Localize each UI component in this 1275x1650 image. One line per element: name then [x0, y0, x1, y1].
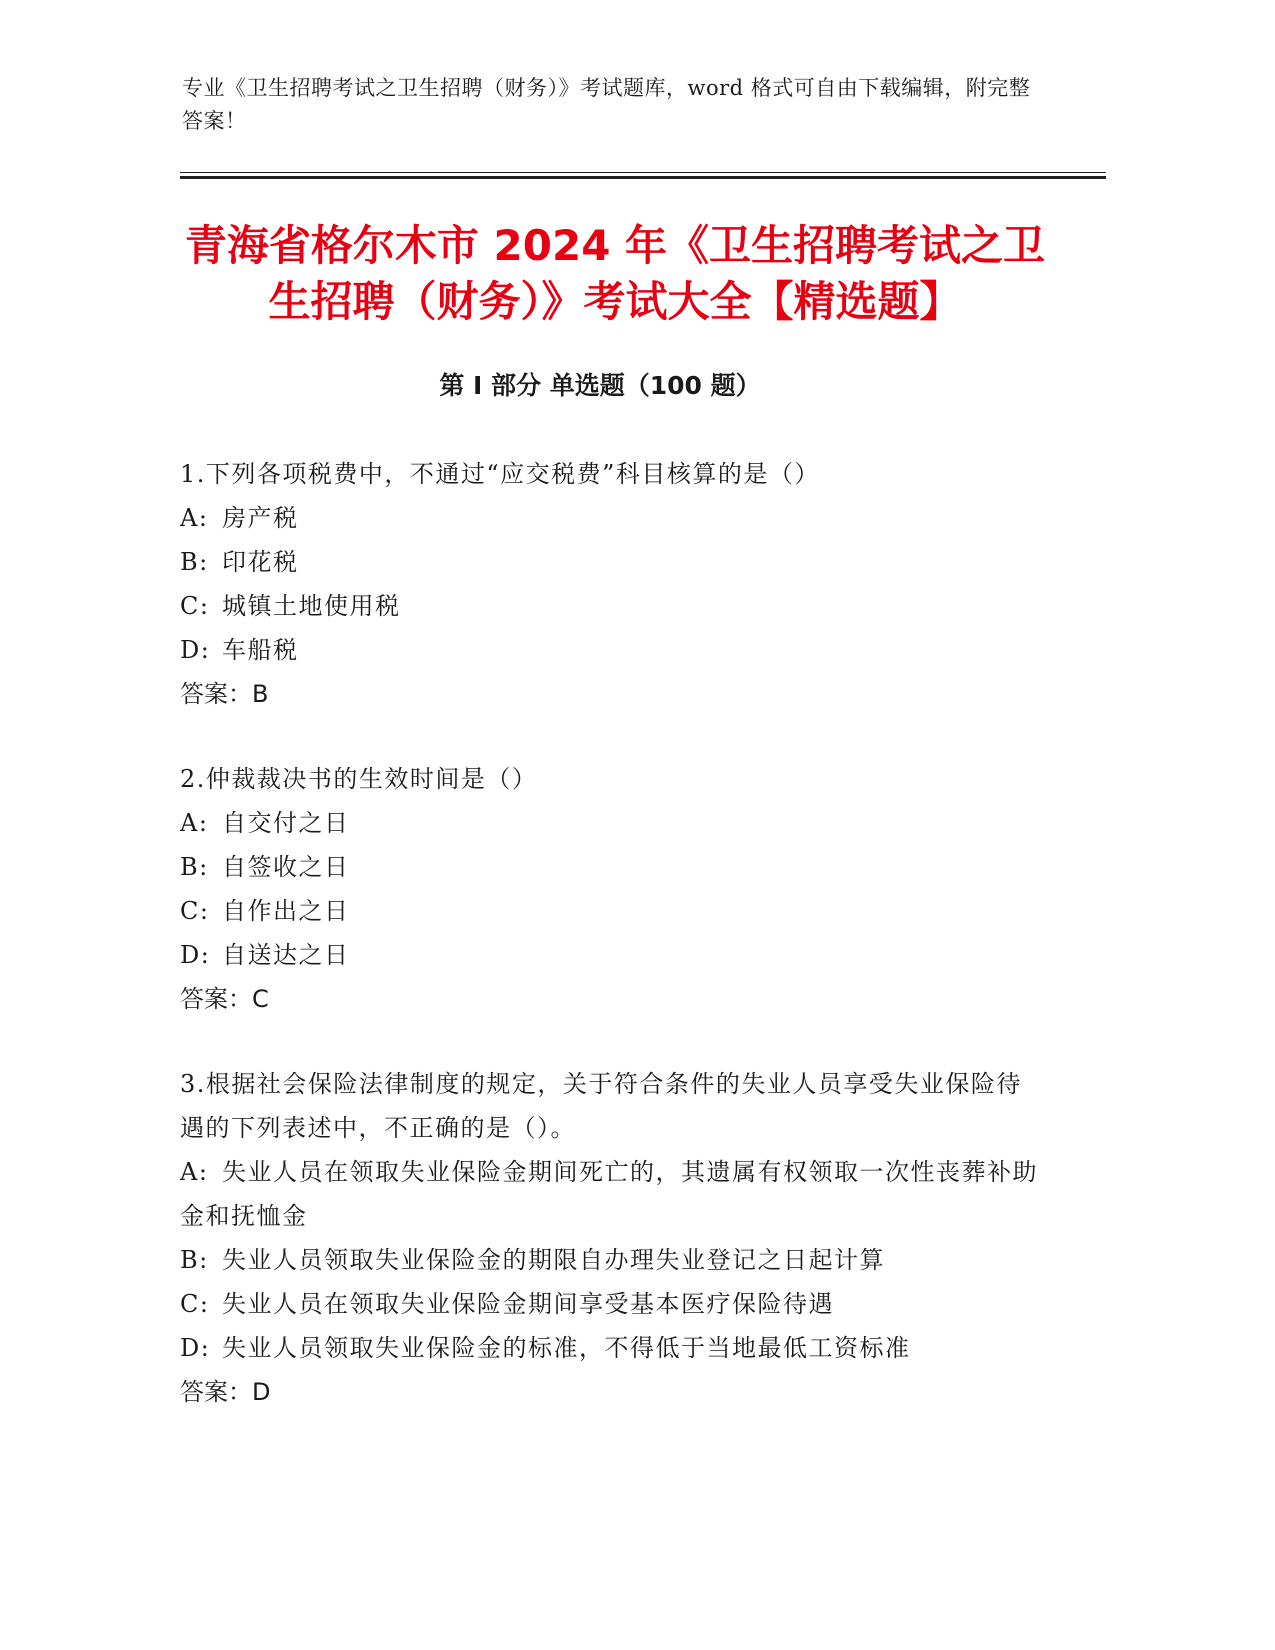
option-text: 失业人员领取失业保险金的标准，不得低于当地最低工资标准: [222, 1334, 911, 1362]
option-text: 印花税: [222, 548, 299, 576]
option-letter: D:: [180, 636, 211, 664]
option-letter: C:: [180, 1290, 210, 1318]
option-text: 失业人员在领取失业保险金期间死亡的，其遗属有权领取一次性丧葬补助金和抚恤金: [180, 1158, 1038, 1230]
document-title: [175, 218, 1055, 330]
option-text: 自作出之日: [222, 897, 350, 925]
option-letter: B:: [180, 853, 209, 881]
question-stem: 2.仲裁裁决书的生效时间是（）: [180, 765, 538, 793]
header-note: 专业《卫生招聘考试之卫生招聘（财务）》考试题库，word 格式可自由下载编辑，附完整答案！: [182, 76, 1031, 133]
question-1: [180, 452, 1040, 716]
option-b: [180, 845, 1040, 889]
option-letter: D:: [180, 1334, 211, 1362]
question-stem: 3.根据社会保险法律制度的规定，关于符合条件的失业人员享受失业保险待遇的下列表述中，不正确的是（）。: [180, 1070, 1022, 1142]
option-c: [180, 584, 1040, 628]
option-d: [180, 1326, 1040, 1370]
option-letter: A:: [180, 504, 209, 532]
answer: 答案：B: [180, 680, 269, 708]
question-2: [180, 757, 1040, 1021]
option-a: [180, 801, 1040, 845]
option-text: 自送达之日: [222, 941, 350, 969]
option-text: 自交付之日: [222, 809, 350, 837]
option-letter: D:: [180, 941, 211, 969]
option-letter: A:: [180, 809, 209, 837]
answer: 答案：C: [180, 985, 269, 1013]
question-3: [180, 1062, 1040, 1414]
question-stem: 1.下列各项税费中，不通过“应交税费”科目核算的是（）: [180, 460, 820, 488]
option-letter: A:: [180, 1158, 209, 1186]
option-b: [180, 1238, 1040, 1282]
option-b: [180, 540, 1040, 584]
answer: 答案：D: [180, 1378, 271, 1406]
option-text: 自签收之日: [222, 853, 350, 881]
option-a: [180, 496, 1040, 540]
option-c: [180, 889, 1040, 933]
option-letter: B:: [180, 548, 209, 576]
title-line-1: 青海省格尔木市 2024 年《卫生招聘考试之卫: [184, 221, 1046, 270]
header-rule-thin: [180, 172, 1106, 173]
option-text: 车船税: [222, 636, 299, 664]
option-d: [180, 628, 1040, 672]
option-letter: C:: [180, 592, 210, 620]
option-text: 房产税: [222, 504, 299, 532]
option-text: 失业人员领取失业保险金的期限自办理失业登记之日起计算: [222, 1246, 885, 1274]
option-letter: B:: [180, 1246, 209, 1274]
option-a: [180, 1150, 1040, 1238]
section-heading: 第 I 部分 单选题（100 题）: [439, 371, 761, 400]
option-text: 城镇土地使用税: [222, 592, 401, 620]
option-letter: C:: [180, 897, 210, 925]
title-line-2: 生招聘（财务）》考试大全【精选题】: [268, 277, 962, 326]
header-rule-thick: [180, 176, 1106, 179]
option-c: [180, 1282, 1040, 1326]
option-d: [180, 933, 1040, 977]
option-text: 失业人员在领取失业保险金期间享受基本医疗保险待遇: [222, 1290, 834, 1318]
